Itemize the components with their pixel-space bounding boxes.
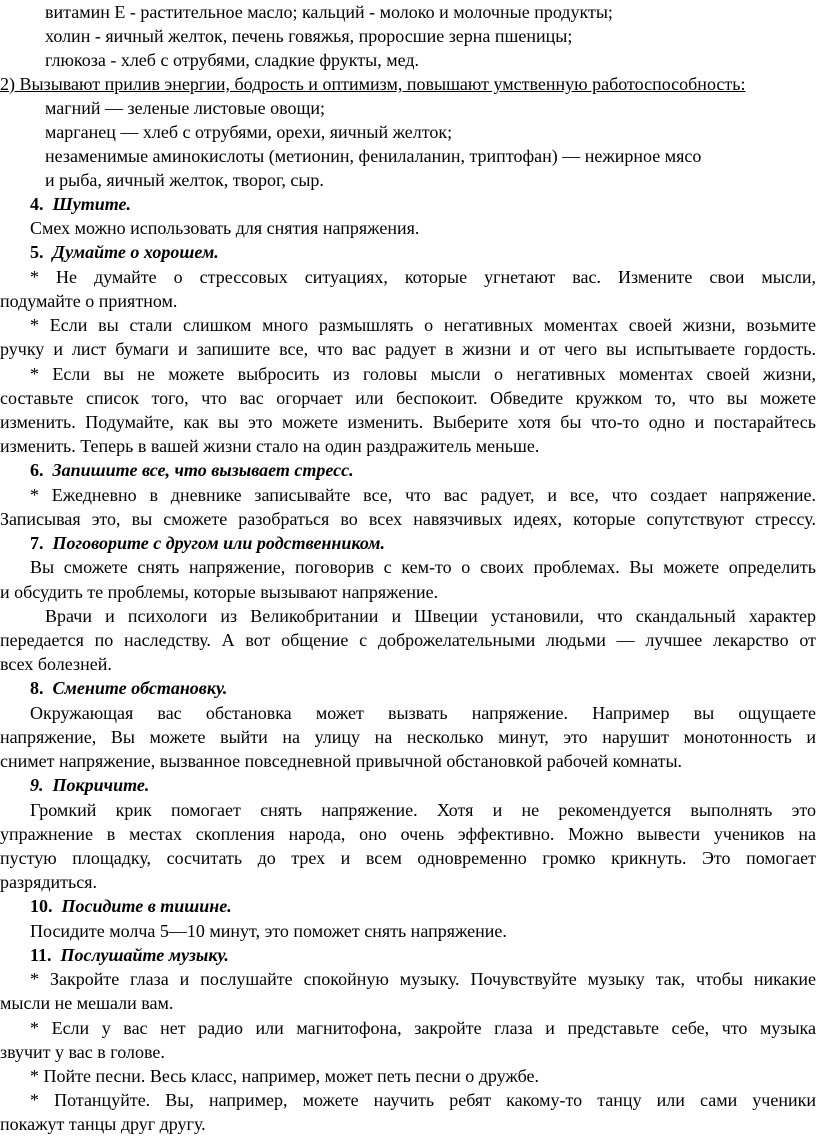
heading-5: 5. Думайте о хорошем. [30,242,219,262]
text-line: * Если вы не можете выбросить из головы мысли о негативных моментах своей жизни, [30,364,816,384]
text-line: передается по наследству. А вот общение с доброжелательными людьми — лучшее лекарство от [0,630,816,650]
heading-11: 11. Послушайте музыку. [30,945,229,965]
text-line: * Ежедневно в дневнике записывайте все, что вас радует, и все, что создает напряжение. [30,485,816,505]
text-line: покажут танцы друг другу. [0,1114,206,1134]
text-line: ручку и лист бумаги и запишите все, что вас радует в жизни и от чего вы испытываете гордость. [0,339,816,359]
text-line: марганец — хлеб с отрубями, орехи, яичный желток; [45,122,453,142]
heading-9: 9. Покричите. [30,775,150,795]
text-line: * Пойте песни. Весь класс, например, может петь песни о дружбе. [30,1066,539,1086]
text-line: пустую площадку, сосчитать до трех и всем одновременно громко крикнуть. Это помогает [0,848,816,868]
text-line: Врачи и психологи из Великобритании и Швеции установили, что скандальный характер [45,606,816,626]
text-line: незаменимые аминокислоты (метионин, фенилаланин, триптофан) — нежирное мясо [45,146,702,166]
text-line: * Потанцуйте. Вы, например, можете научить ребят какому-то танцу или сами ученики [30,1090,816,1110]
text-line: упражнение в местах скопления народа, оно очень эффективно. Можно вывести учеников на [0,824,816,844]
text-line: Смех можно использовать для снятия напряжения. [30,218,420,238]
text-line: * Закройте глаза и послушайте спокойную музыку. Почувствуйте музыку так, чтобы никакие [30,969,816,989]
text-line: витамин Е - растительное масло; кальций - молоко и молочные продукты; [45,2,613,22]
text-line: и рыба, яичный желток, творог, сыр. [45,170,324,190]
text-line: изменить. Подумайте, как вы это можете изменить. Выберите хотя бы что-то одно и постарайтесь [0,412,816,432]
text-line: напряжение, Вы можете выйти на улицу на несколько минут, это нарушит монотонность и [0,727,816,747]
heading-4: 4. Шутите. [30,194,132,214]
text-line: Записывая это, вы сможете разобраться во всех навязчивых идеях, которые сопутствуют стрессу. [0,509,816,529]
text-line: всех болезней. [0,654,112,674]
text-line: звучит у вас в голове. [0,1042,165,1062]
text-line: магний — зеленые листовые овощи; [45,98,326,118]
text-line: * Не думайте о стрессовых ситуациях, которые угнетают вас. Измените свои мысли, [30,267,816,287]
text-line: составьте список того, что вас огорчает или беспокоит. Обведите кружком то, что вы можете [0,388,816,408]
text-line: * Если вы стали слишком много размышлять о негативных моментах своей жизни, возьмите [30,315,816,335]
text-line: и обсудить те проблемы, которые вызывают напряжение. [0,582,439,602]
text-line: * Если у вас нет радио или магнитофона, закройте глаза и представьте себе, что музыка [30,1018,816,1038]
text-line: изменить. Теперь в вашей жизни стало на один раздражитель меньше. [0,436,540,456]
text-line: снимет напряжение, вызванное повседневной привычной обстановкой рабочей комнаты. [0,751,683,771]
heading-6: 6. Запишите все, что вызывает стресс. [30,460,354,480]
text-line: холин - яичный желток, печень говяжья, проросшие зерна пшеницы; [45,26,573,46]
text-line: мысли не мешали вам. [0,993,174,1013]
heading-10: 10. Посидите в тишине. [30,896,232,916]
text-line: Окружающая вас обстановка может вызвать напряжение. Например вы ощущаете [30,703,816,723]
text-line: Громкий крик помогает снять напряжение. Хотя и не рекомендуется выполнять это [30,800,816,820]
text-line: глюкоза - хлеб с отрубями, сладкие фрукты, мед. [45,50,420,70]
section-heading-underlined: 2) Вызывают прилив энергии, бодрость и оптимизм, повышают умственную работоспособность: [0,74,746,94]
heading-8: 8. Смените обстановку. [30,678,228,698]
text-line: разрядиться. [0,872,98,892]
text-line: подумайте о приятном. [0,291,178,311]
heading-7: 7. Поговорите с другом или родственником. [30,533,386,553]
text-line: Посидите молча 5—10 минут, это поможет снять напряжение. [30,921,507,941]
text-line: Вы сможете снять напряжение, поговорив с кем-то о своих проблемах. Вы можете определить [30,557,816,577]
